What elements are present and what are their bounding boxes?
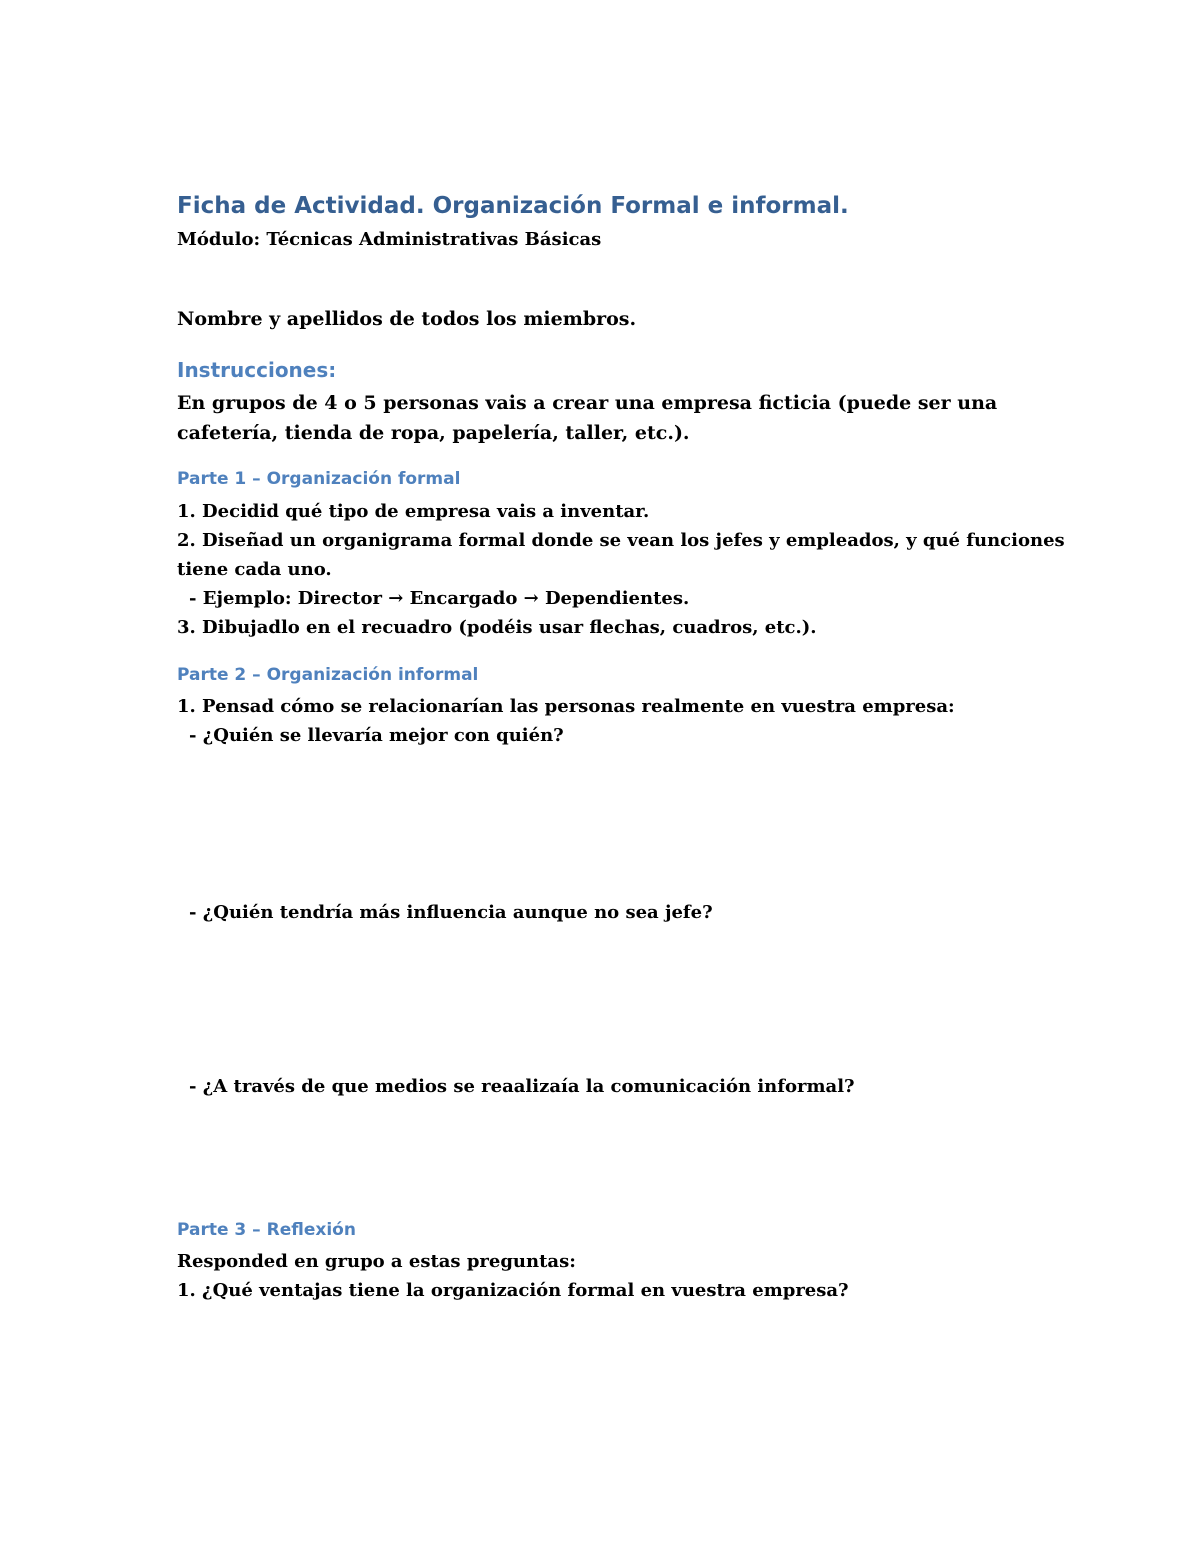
part1-item-3: 3. Dibujadlo en el recuadro (podéis usar flechas, cuadros, etc.). [177, 617, 817, 638]
part2-item-1: 1. Pensad cómo se relacionarían las personas realmente en vuestra empresa: [177, 696, 955, 717]
module-subtitle: Módulo: Técnicas Administrativas Básicas [177, 229, 602, 250]
document-title: Ficha de Actividad. Organización Formal e informal. [177, 193, 849, 219]
part2-question-3: - ¿A través de que medios se reaalizaía la comunicación informal? [189, 1076, 855, 1097]
part2-question-1: - ¿Quién se llevaría mejor con quién? [189, 725, 564, 746]
part1-item-2-line-1: 2. Diseñad un organigrama formal donde se vean los jefes y empleados, y qué funciones [177, 530, 1065, 551]
part3-intro: Responded en grupo a estas preguntas: [177, 1251, 576, 1272]
part1-item-1: 1. Decidid qué tipo de empresa vais a inventar. [177, 501, 650, 522]
names-prompt: Nombre y apellidos de todos los miembros. [177, 308, 637, 330]
part2-heading: Parte 2 – Organización informal [177, 665, 479, 685]
part1-example: - Ejemplo: Director → Encargado → Dependientes. [189, 588, 690, 609]
instructions-line-1: En grupos de 4 o 5 personas vais a crear una empresa ficticia (puede ser una [177, 392, 998, 414]
part2-question-2: - ¿Quién tendría más influencia aunque no sea jefe? [189, 902, 713, 923]
part1-heading: Parte 1 – Organización formal [177, 469, 461, 489]
part3-heading: Parte 3 – Reflexión [177, 1220, 356, 1240]
part3-item-1: 1. ¿Qué ventajas tiene la organización formal en vuestra empresa? [177, 1280, 849, 1301]
instructions-line-2: cafetería, tienda de ropa, papelería, taller, etc.). [177, 422, 690, 444]
instructions-heading: Instrucciones: [177, 358, 337, 382]
part1-item-2-line-2: tiene cada uno. [177, 559, 332, 580]
